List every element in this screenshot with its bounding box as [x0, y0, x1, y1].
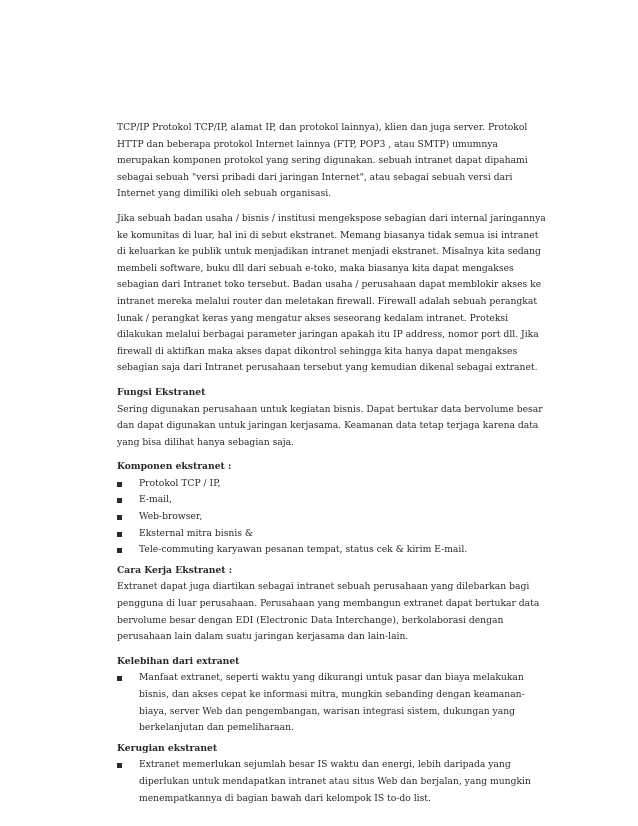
heading-komponen: Komponen ekstranet :: [117, 461, 232, 473]
list-item: Tele-commuting karyawan pesanan tempat, status cek & kirim E-mail.: [117, 542, 547, 559]
list-item: Manfaat extranet, seperti waktu yang dikurangi untuk pasar dan biaya melakukan bisnis, dan akses cepat ke informasi mitra, mungkin sebanding dengan keamanan-biaya, server Web dan pengembangan, warisan integrasi sistem, dukungan yang berkelanjutan dan pemeliharaan.: [117, 670, 547, 736]
paragraph-ekstranet: Jika sebuah badan usaha / bisnis / institusi mengekspose sebagian dari internal jaringannya ke komunitas di luar, hal ini di sebut ekstranet. Memang biasanya tidak semua isi intranet di keluarkan ke publik untuk menjadikan intranet menjadi ekstranet. Misalnya kita sedang membeli software, buku dll dari sebuah e-toko, maka biasanya kita dapat mengakses sebagian dari Intranet toko tersebut. Badan usaha / perusahaan dapat memblokir akses ke intranet mereka melalui router dan meletakan firewall. Firewall adalah sebuah perangkat lunak / perangkat keras yang mengatur akses seseorang kedalam intranet. Proteksi dilakukan melalui berbagai parameter jaringan apakah itu IP address, nomor port dll. Jika firewall di aktifkan maka akses dapat dikontrol sehingga kita hanya dapat mengakses sebagian saja dari Intranet perusahaan tersebut yang kemudian dikenal sebagai extranet.: [117, 212, 546, 374]
list-komponen: [117, 476, 547, 559]
list-item: Eksternal mitra bisnis &: [117, 526, 547, 543]
heading-kerugian: Kerugian ekstranet: [117, 742, 218, 754]
list-kelebihan: [117, 670, 547, 736]
document-body: [117, 120, 547, 807]
list-item: E-mail,: [117, 492, 547, 509]
heading-fungsi: Fungsi Ekstranet: [117, 386, 206, 398]
paragraph-intranet: TCP/IP Protokol TCP/IP, alamat IP, dan protokol lainnya), klien dan juga server. Protokol HTTP dan beberapa protokol Internet lainnya (FTP, POP3 , atau SMTP) umumnya merupakan komponen protokol yang sering digunakan. sebuah intranet dapat dipahami sebagai sebuah "versi pribadi dari jaringan Internet", atau sebagai sebuah versi dari Internet yang dimiliki oleh sebuah organisasi.: [117, 122, 528, 200]
heading-cara-kerja: Cara Kerja Ekstranet :: [117, 564, 233, 576]
paragraph-fungsi: Sering digunakan perusahaan untuk kegiatan bisnis. Dapat bertukar data bervolume besar dan dapat digunakan untuk jaringan kerjasama. Keamanan data tetap terjaga karena data yang bisa dilihat hanya sebagian saja.: [117, 403, 543, 448]
list-item: Web-browser,: [117, 509, 547, 526]
heading-kelebihan: Kelebihan dari extranet: [117, 655, 240, 667]
list-item: Protokol TCP / IP,: [117, 476, 547, 493]
paragraph-cara-kerja: Extranet dapat juga diartikan sebagai intranet sebuah perusahaan yang dilebarkan bagi pengguna di luar perusahaan. Perusahaan yang membangun extranet dapat bertukar data bervolume besar dengan EDI (Electronic Data Interchange), berkolaborasi dengan perusahaan lain dalam suatu jaringan kerjasama dan lain-lain.: [117, 581, 540, 643]
list-item: Extranet memerlukan sejumlah besar IS waktu dan energi, lebih daripada yang diperlukan untuk mendapatkan intranet atau situs Web dan berjalan, yang mungkin menempatkannya di bagian bawah dari kelompok IS to-do list.: [117, 757, 547, 807]
list-kerugian: [117, 757, 547, 807]
